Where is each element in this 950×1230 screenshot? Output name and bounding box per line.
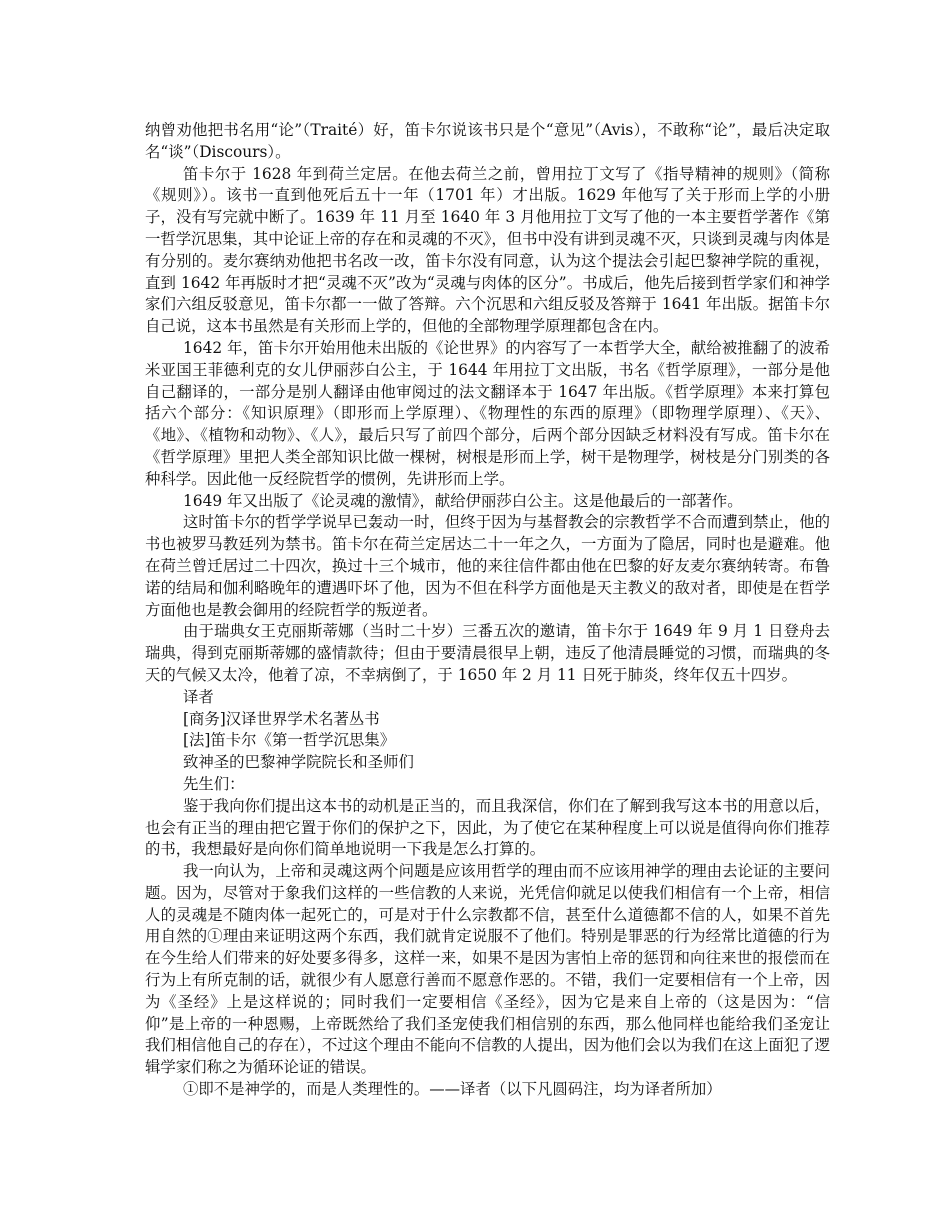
paragraph-god-and-soul: 我一向认为，上帝和灵魂这两个问题是应该用哲学的理由而不应该用神学的理由去论证的主要问题。因为，尽管对于象我们这样的一些信教的人来说，光凭信仰就足以使我们相信有一个上帝，相信人的灵魂是不随肉体一起死亡的，可是对于什么宗教都不信，甚至什么道德都不信的人，如果不首先用自然的①理由来证明这两个东西，我们就肯定说服不了他们。特别是罪恶的行为经常比道德的行为在今生给人们带来的好处要多得多，这样一来，如果不是因为害怕上帝的惩罚和向往来世的报偿而在行为上有所克制的话，就很少有人愿意行善而不愿意作恶的。不错，我们一定要相信有一个上帝，因为《圣经》上是这样说的；同时我们一定要相信《圣经》，因为它是来自上帝的（这是因为：“信仰”是上帝的一种恩赐，上帝既然给了我们圣宠使我们相信别的东西，那么他同样也能给我们圣宠让我们相信他自己的存在），不过这个理由不能向不信教的人提出，因为他们会以为我们在这上面犯了逻辑学家们称之为循环论证的错误。 xyxy=(145,862,830,1077)
paragraph-death-in-sweden: 由于瑞典女王克丽斯蒂娜（当时二十岁）三番五次的邀请，笛卡尔于 1649 年 9 月 1 日登舟去瑞典，得到克丽斯蒂娜的盛情款待；但由于要清晨很早上朝，违反了他清晨睡觉的习惯，而瑞典的冬天的气候又太冷，他着了凉，不幸病倒了，于 1650 年 2 月 11 日死于肺炎，终年仅五十四岁。 xyxy=(145,622,830,684)
footnote: ①即不是神学的，而是人类理性的。——译者（以下凡圆码注，均为译者所加） xyxy=(183,1080,722,1099)
dedication-heading: 致神圣的巴黎神学院院长和圣师们 xyxy=(183,753,414,772)
salutation: 先生们： xyxy=(183,774,245,793)
paragraph-principles-of-philosophy: 1642 年，笛卡尔开始用他未出版的《论世界》的内容写了一本哲学大全，献给被推翻了的波希米亚国王菲德利克的女儿伊丽莎白公主，于 1644 年用拉丁文出版，书名《哲学原理》，一部分是他自己翻译的，一部分是别人翻译由他审阅过的法文翻译本于 1647 年出版。《哲学原理》本来打算包括六个部分：《知识原理》（即形而上学原理）、《物理性的东西的原理》（即物理学原理）、《天》、《地》、《植物和动物》、《人》，最后只写了前四个部分，后两个部分因缺乏材料没有写成。笛卡尔在《哲学原理》里把人类全部知识比做一棵树，树根是形而上学，树干是物理学，树枝是分门别类的各种科学。因此他一反经院哲学的惯例，先讲形而上学。 xyxy=(145,338,830,488)
series-title: [商务]汉译世界学术名著丛书 xyxy=(183,709,380,728)
translator-signature: 译者 xyxy=(183,687,214,706)
paragraph-passions-of-soul: 1649 年又出版了《论灵魂的激情》，献给伊丽莎白公主。这是他最后的一部著作。 xyxy=(183,491,743,510)
document-page xyxy=(145,120,830,1101)
book-title: [法]笛卡尔《第一哲学沉思集》 xyxy=(183,731,396,750)
paragraph-meditations-history: 笛卡尔于 1628 年到荷兰定居。在他去荷兰之前，曾用拉丁文写了《指导精神的规则》（简称《规则》）。该书一直到他死后五十一年（1701 年）才出版。1629 年他写了关于形而上学的小册子，没有写完就中断了。1639 年 11 月至 1640 年 3 月他用拉丁文写了他的一本主要哲学著作《第一哲学沉思集，其中论证上帝的存在和灵魂的不灭》，但书中没有讲到灵魂不灭，只谈到灵魂与肉体是有分别的。麦尔赛纳劝他把书名改一改，笛卡尔没有同意，认为这个提法会引起巴黎神学院的重视，直到 1642 年再版时才把“灵魂不灭”改为“灵魂与肉体的区分”。书成后，他先后接到哲学家们和神学家们六组反驳意见，笛卡尔都一一做了答辩。六个沉思和六组反驳及答辩于 1641 年出版。据笛卡尔自己说，这本书虽然是有关形而上学的，但他的全部物理学原理都包含在内。 xyxy=(145,164,830,336)
paragraph-dedication-motive: 鉴于我向你们提出这本书的动机是正当的，而且我深信，你们在了解到我写这本书的用意以后，也会有正当的理由把它置于你们的保护之下，因此，为了使它在某种程度上可以说是值得向你们推荐的书，我想最好是向你们简单地说明一下我是怎么打算的。 xyxy=(145,796,830,859)
paragraph-exile-in-holland: 这时笛卡尔的哲学学说早已轰动一时，但终于因为与基督教会的宗教哲学不合而遭到禁止，他的书也被罗马教廷列为禁书。笛卡尔在荷兰定居达二十一年之久，一方面为了隐居，同时也是避难。他在荷兰曾迁居过二十四次，换过十三个城市，他的来往信件都由他在巴黎的好友麦尔赛纳转寄。布鲁诺的结局和伽利略晚年的遭遇吓坏了他，因为不但在科学方面他是天主教义的敌对者，即使是在哲学方面他也是教会御用的经院哲学的叛逆者。 xyxy=(145,513,830,619)
paragraph-title-note: 纳曾劝他把书名用“论”（Traité）好，笛卡尔说该书只是个“意见”（Avis），不敢称“论”，最后决定取名“谈”（Discours）。 xyxy=(145,121,830,161)
